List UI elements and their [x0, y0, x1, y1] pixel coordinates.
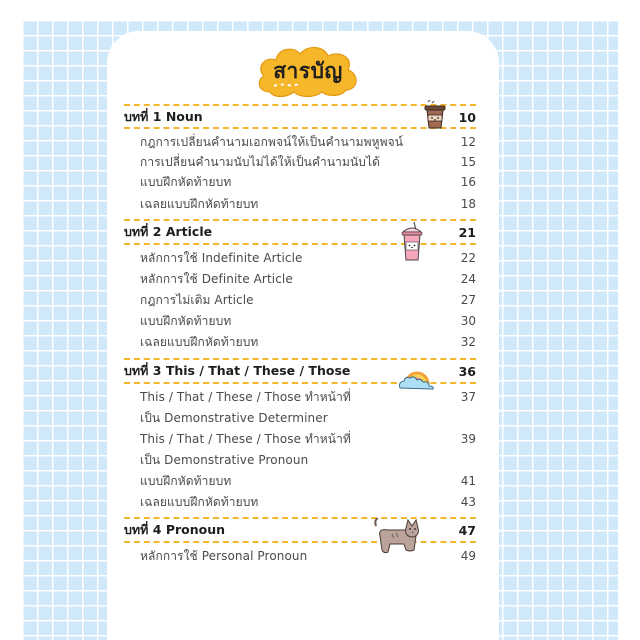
chapter-4-title: บทที่ 4 Pronoun	[124, 522, 226, 537]
toc-entry[interactable]	[124, 332, 476, 352]
chapter-divider-top	[124, 358, 476, 360]
page-title: สารบัญ	[273, 58, 343, 83]
toc-entry-label: หลักการใช้ Indefinite Article	[140, 250, 303, 265]
toc-entry-page: 15	[460, 155, 476, 169]
toc-entry-label: หลักการใช้ Personal Pronoun	[140, 548, 308, 563]
toc-entry-label: เป็น Demonstrative Determiner	[140, 410, 328, 425]
toc-entry[interactable]	[124, 194, 476, 214]
toc-entry-label: กฎการไม่เติม Article	[140, 292, 254, 307]
toc-entry[interactable]	[124, 311, 476, 331]
toc-entry[interactable]	[124, 152, 476, 172]
chapter-1-page: 10	[458, 109, 476, 125]
toc-entry-page: 37	[460, 390, 476, 404]
chapter-3-title: บทที่ 3 This / That / These / Those	[124, 363, 351, 378]
toc-entry-label: This / That / These / Those ทำหน้าที่	[140, 431, 351, 446]
chapter-divider-bottom	[124, 541, 476, 543]
milkshake-icon	[398, 222, 426, 262]
chapter-divider-top	[124, 517, 476, 519]
chapter-2-title: บทที่ 2 Article	[124, 224, 213, 239]
toc-entry-label: แบบฝึกหัดท้ายบท	[140, 174, 232, 189]
chapter-3-page: 36	[458, 363, 476, 379]
toc-entry[interactable]	[124, 546, 476, 566]
chapter-2-page: 21	[458, 224, 476, 240]
toc-entry-label: เฉลยแบบฝึกหัดท้ายบท	[140, 196, 259, 211]
toc-entry[interactable]	[124, 471, 476, 491]
toc-entry-page: 49	[460, 549, 476, 563]
cat-icon	[370, 518, 422, 558]
toc-entry[interactable]	[124, 429, 476, 449]
rainbow-cloud-icon	[398, 366, 436, 390]
toc-entry-label: เฉลยแบบฝึกหัดท้ายบท	[140, 334, 259, 349]
toc-entry-page: 22	[460, 251, 476, 265]
chapter-4-row[interactable]	[124, 520, 476, 540]
toc-entry-page: 41	[460, 474, 476, 488]
toc-entry-page: 12	[460, 135, 476, 149]
toc-entry-label: เฉลยแบบฝึกหัดท้ายบท	[140, 494, 259, 509]
toc-entry[interactable]	[124, 132, 476, 152]
toc-entry-page: 43	[460, 495, 476, 509]
toc-entry-page: 27	[460, 293, 476, 307]
toc-entry-label: เป็น Demonstrative Pronoun	[140, 452, 309, 467]
toc-entry-page: 18	[460, 197, 476, 211]
toc-entry[interactable]	[124, 269, 476, 289]
toc-entry-page: 30	[460, 314, 476, 328]
coffee-cup-icon	[418, 100, 452, 130]
toc-entry-label: กฎการเปลี่ยนคำนามเอกพจน์ให้เป็นคำนามพหูพจน์	[140, 134, 404, 149]
toc-entry-page: 24	[460, 272, 476, 286]
toc-entry[interactable]	[124, 387, 476, 407]
toc-entry-continued[interactable]	[124, 408, 476, 428]
toc-entry[interactable]	[124, 172, 476, 192]
toc-entry-label: แบบฝึกหัดท้ายบท	[140, 313, 232, 328]
toc-entry-page: 32	[460, 335, 476, 349]
toc-entry-label: This / That / These / Those ทำหน้าที่	[140, 389, 351, 404]
toc-entry-continued[interactable]	[124, 450, 476, 470]
toc-entry[interactable]	[124, 492, 476, 512]
chapter-1-title: บทที่ 1 Noun	[124, 109, 203, 124]
toc-entry-label: การเปลี่ยนคำนามนับไม่ได้ให้เป็นคำนามนับได้	[140, 154, 381, 169]
chapter-divider-top	[124, 219, 476, 221]
toc-entry-page: 39	[460, 432, 476, 446]
toc-entry-label: แบบฝึกหัดท้ายบท	[140, 473, 232, 488]
toc-entry-label: หลักการใช้ Definite Article	[140, 271, 293, 286]
toc-entry[interactable]	[124, 290, 476, 310]
toc-entry-page: 16	[460, 175, 476, 189]
chapter-4-page: 47	[458, 522, 476, 538]
